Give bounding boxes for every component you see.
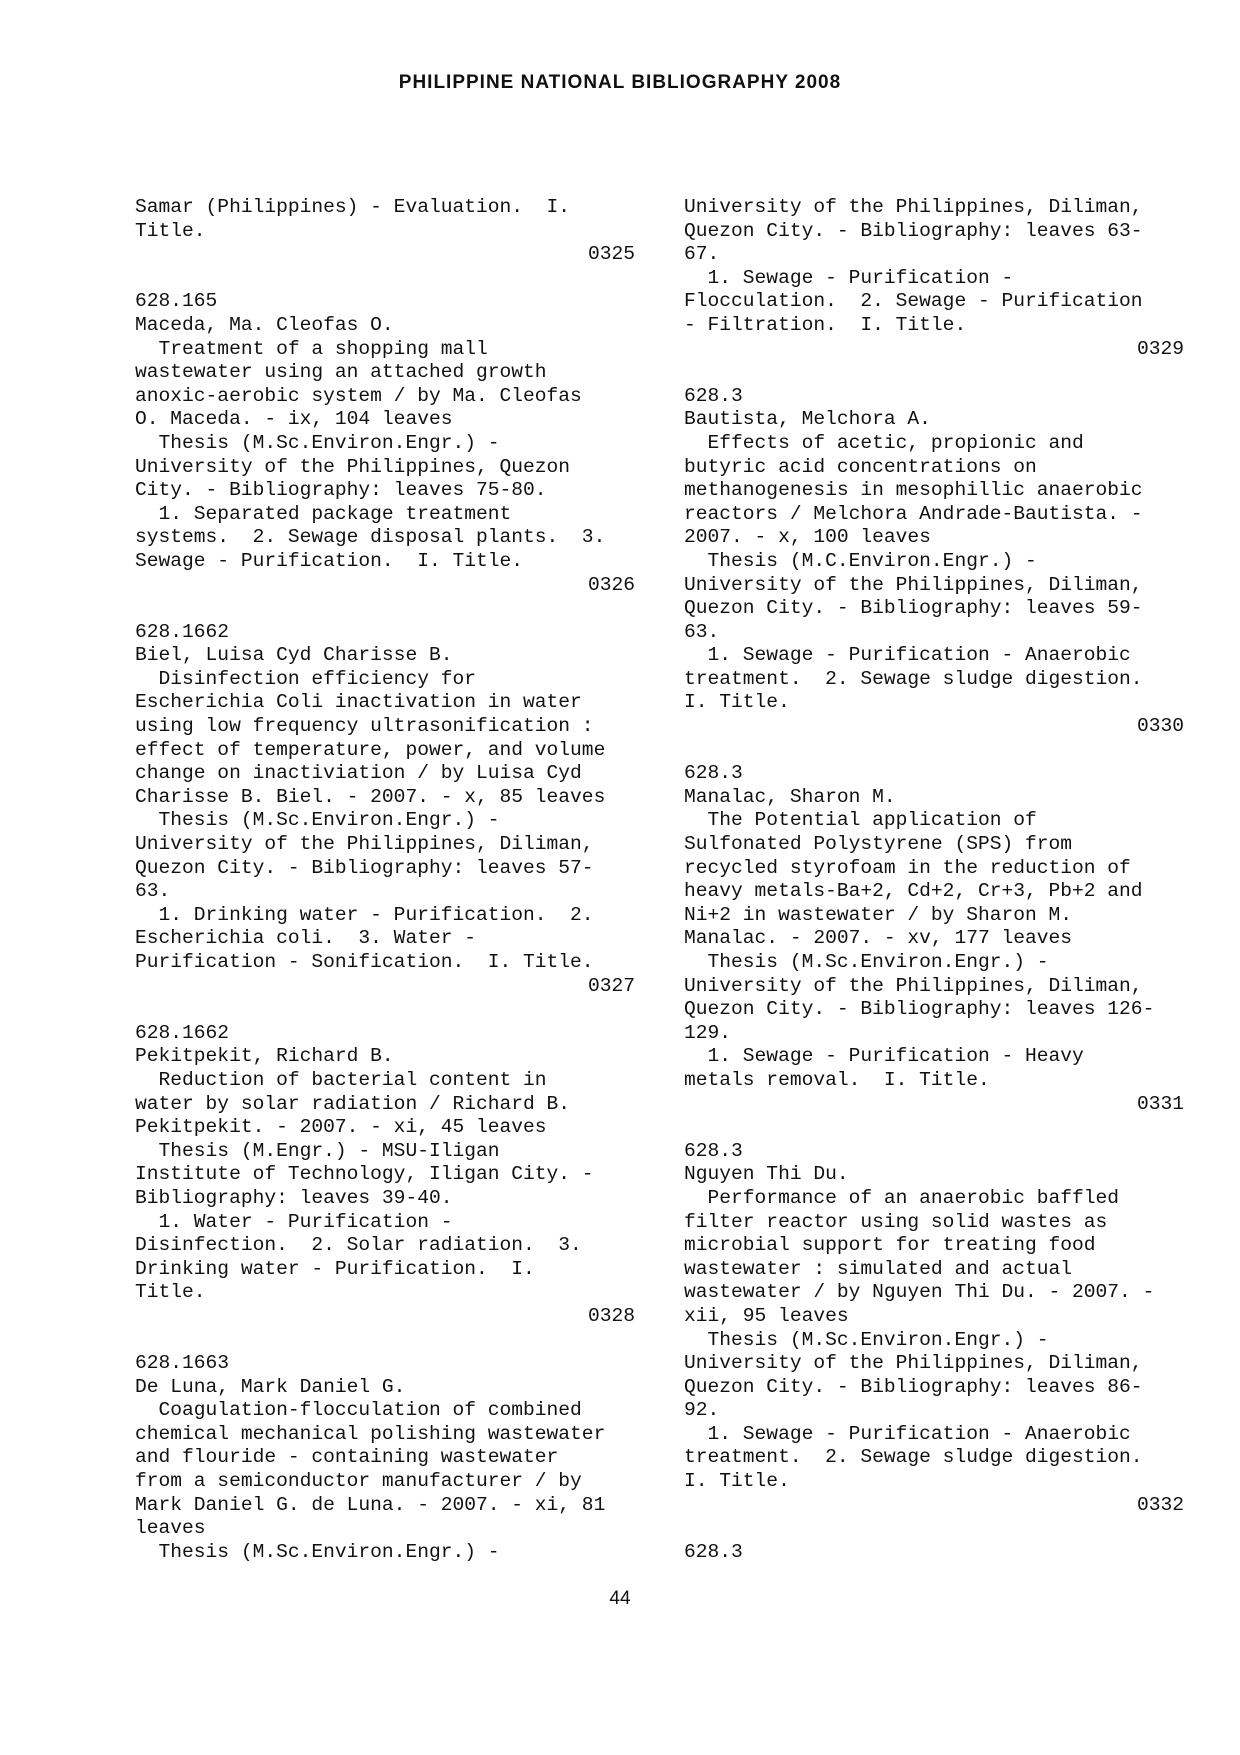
entry-text-line: Quezon City. - Bibliography: leaves 86- <box>684 1375 1143 1398</box>
page-number: 44 <box>609 1588 631 1609</box>
entry-control-number: 0325 <box>587 243 635 266</box>
entry-control-number: 0326 <box>587 573 635 596</box>
entry-text-line: Charisse B. Biel. - 2007. - x, 85 leaves <box>135 785 606 808</box>
entry-text-line: I. Title. <box>684 691 790 714</box>
entry-text-line: Quezon City. - Bibliography: leaves 126- <box>684 998 1155 1021</box>
entry-text-line: Thesis (M.Sc.Environ.Engr.) - <box>135 1540 500 1563</box>
entry-text-line: Disinfection. 2. Solar radiation. 3. <box>135 1234 582 1257</box>
entry-text-line: systems. 2. Sewage disposal plants. 3. <box>135 526 606 549</box>
entry-text-line: 129. <box>684 1021 732 1044</box>
entry-text-line <box>684 739 1184 763</box>
entry-text-line: Thesis (M.Sc.Environ.Engr.) - <box>684 951 1049 973</box>
entry-text-line: 1. Water - Purification - <box>135 1210 453 1233</box>
entry-text-line: water by solar radiation / Richard B. <box>135 1092 571 1115</box>
entry-text-line: Drinking water - Purification. I. <box>135 1257 535 1280</box>
entry-text-line: Bautista, Melchora A. <box>684 408 931 431</box>
entry-text-line: using low frequency ultrasonification : <box>135 715 594 738</box>
entry-text-line: Quezon City. - Bibliography: leaves 59- <box>684 597 1143 620</box>
entry-control-number: 0328 <box>587 1304 635 1327</box>
entry-text-line: xii, 95 leaves <box>684 1304 849 1327</box>
entry-text-line: change on inactiviation / by Luisa Cyd <box>135 762 582 785</box>
entry-text-line: 628.1662 <box>135 620 230 643</box>
entry-control-number: 0327 <box>587 974 635 997</box>
entry-text-line: University of the Philippines, Diliman, <box>684 974 1143 997</box>
entry-text-line: Flocculation. 2. Sewage - Purification <box>684 290 1143 313</box>
entry-text-line: University of the Philippines, Diliman, <box>684 196 1143 218</box>
entry-text-line: butyric acid concentrations on <box>684 455 1037 478</box>
entry-control-number: 0329 <box>1136 337 1184 360</box>
entry-text-line: 67. <box>684 243 720 266</box>
entry-text-line: De Luna, Mark Daniel G. <box>135 1375 406 1398</box>
entry-text-line: metals removal. I. Title. <box>684 1068 990 1091</box>
entry-text-line: anoxic-aerobic system / by Ma. Cleofas <box>135 384 582 407</box>
entry-text-line: Pekitpekit, Richard B. <box>135 1045 394 1068</box>
entry-text-line: Disinfection efficiency for <box>135 667 476 690</box>
entry-text-line: microbial support for treating food <box>684 1234 1096 1257</box>
entry-text-line: 1. Sewage - Purification - Anaerobic <box>684 1422 1131 1445</box>
entry-control-number: 0332 <box>1136 1493 1184 1516</box>
entry-text-line: Ni+2 in wastewater / by Sharon M. <box>684 903 1073 926</box>
entry-text-line: methanogenesis in mesophillic anaerobic <box>684 479 1143 502</box>
entry-text-line: Bibliography: leaves 39-40. <box>135 1186 453 1209</box>
entry-text-line: Treatment of a shopping mall <box>135 337 488 360</box>
entry-text-line: City. - Bibliography: leaves 75-80. <box>135 479 547 502</box>
entry-text-line <box>135 1329 635 1353</box>
entry-text-line: 628.1663 <box>135 1352 230 1375</box>
entry-text-line: University of the Philippines, Quezon <box>135 455 571 478</box>
entry-text-line: University of the Philippines, Diliman, <box>684 1352 1143 1375</box>
entry-text-line: and flouride - containing wastewater <box>135 1446 559 1469</box>
entry-text-line: 1. Separated package treatment <box>135 502 512 525</box>
entry-text-line: 628.3 <box>684 1540 743 1563</box>
entry-text-line: Samar (Philippines) - Evaluation. I. <box>135 196 571 218</box>
entry-text-line <box>684 1517 1184 1541</box>
entry-text-line: - Filtration. I. Title. <box>684 313 967 336</box>
entry-text-line: recycled styrofoam in the reduction of <box>684 856 1131 879</box>
entry-text-line: Manalac, Sharon M. <box>684 785 896 808</box>
entry-text-line: 1. Drinking water - Purification. 2. <box>135 903 594 926</box>
entry-text-line: leaves <box>135 1517 206 1540</box>
entry-text-line <box>684 1116 1184 1140</box>
entry-text-line: Nguyen Thi Du. <box>684 1163 849 1186</box>
entry-text-line: University of the Philippines, Diliman, <box>684 573 1143 596</box>
left-column <box>135 196 635 1564</box>
entry-text-line: Title. <box>135 219 206 242</box>
entry-text-line: from a semiconductor manufacturer / by <box>135 1470 582 1493</box>
entry-text-line: Escherichia Coli inactivation in water <box>135 691 582 714</box>
entry-text-line: Pekitpekit. - 2007. - xi, 45 leaves <box>135 1116 547 1139</box>
entry-text-line: treatment. 2. Sewage sludge digestion. <box>684 1446 1143 1469</box>
entry-text-line: Performance of an anaerobic baffled <box>684 1186 1120 1209</box>
entry-text-line: 63. <box>684 620 720 643</box>
entry-text-line: 92. <box>684 1399 720 1422</box>
entry-text-line: Reduction of bacterial content in <box>135 1068 547 1091</box>
entry-text-line: 1. Sewage - Purification - Anaerobic <box>684 644 1131 667</box>
entry-text-line: Thesis (M.Sc.Environ.Engr.) - <box>684 1328 1049 1351</box>
entry-text-line <box>135 597 635 621</box>
entry-text-line: wastewater : simulated and actual <box>684 1257 1073 1280</box>
entry-text-line: Thesis (M.C.Environ.Engr.) - <box>684 549 1037 572</box>
entry-text-line: Biel, Luisa Cyd Charisse B. <box>135 644 453 667</box>
right-column <box>684 196 1184 1564</box>
entry-text-line: 628.1662 <box>135 1021 230 1044</box>
entry-text-line: treatment. 2. Sewage sludge digestion. <box>684 667 1143 690</box>
entry-text-line: wastewater / by Nguyen Thi Du. - 2007. - <box>684 1281 1155 1304</box>
entry-text-line: reactors / Melchora Andrade-Bautista. - <box>684 502 1143 525</box>
entry-text-line: 2007. - x, 100 leaves <box>684 526 931 549</box>
entry-text-line: I. Title. <box>684 1470 790 1493</box>
entry-control-number: 0330 <box>1136 715 1184 738</box>
entry-text-line <box>135 267 635 291</box>
entry-text-line: The Potential application of <box>684 809 1037 832</box>
entry-text-line <box>135 998 635 1022</box>
entry-text-line: filter reactor using solid wastes as <box>684 1210 1108 1233</box>
entry-text-line: Title. <box>135 1281 206 1304</box>
entry-text-line: Sewage - Purification. I. Title. <box>135 549 524 572</box>
entry-text-line: effect of temperature, power, and volume <box>135 738 606 761</box>
entry-text-line: Quezon City. - Bibliography: leaves 57- <box>135 856 594 879</box>
page-header: PHILIPPINE NATIONAL BIBLIOGRAPHY 2008 <box>398 72 842 93</box>
entry-text-line: Effects of acetic, propionic and <box>684 431 1084 454</box>
entry-text-line: Thesis (M.Sc.Environ.Engr.) - <box>135 809 500 832</box>
entry-text-line: Manalac. - 2007. - xv, 177 leaves <box>684 927 1073 950</box>
entry-text-line: Thesis (M.Sc.Environ.Engr.) - <box>135 431 500 454</box>
entry-control-number: 0331 <box>1136 1092 1184 1115</box>
entry-text-line: 1. Sewage - Purification - Heavy <box>684 1045 1084 1068</box>
entry-text-line: Purification - Sonification. I. Title. <box>135 951 594 973</box>
entry-text-line: O. Maceda. - ix, 104 leaves <box>135 408 453 431</box>
entry-text-line: Sulfonated Polystyrene (SPS) from <box>684 833 1073 856</box>
entry-text-line: 628.3 <box>684 1139 743 1162</box>
entry-text-line: Institute of Technology, Iligan City. - <box>135 1163 594 1186</box>
entry-text-line: wastewater using an attached growth <box>135 361 547 384</box>
entry-text-line: University of the Philippines, Diliman, <box>135 833 594 856</box>
entry-text-line: Escherichia coli. 3. Water - <box>135 927 476 950</box>
entry-text-line: Thesis (M.Engr.) - MSU-Iligan <box>135 1139 500 1162</box>
entry-text-line: 1. Sewage - Purification - <box>684 266 1014 289</box>
entry-text-line: 628.165 <box>135 290 218 313</box>
entry-text-line: Coagulation-flocculation of combined <box>135 1399 582 1422</box>
entry-text-line: 63. <box>135 880 171 903</box>
entry-text-line <box>684 361 1184 385</box>
entry-text-line: 628.3 <box>684 762 743 785</box>
entry-text-line: chemical mechanical polishing wastewater <box>135 1422 606 1445</box>
entry-text-line: Maceda, Ma. Cleofas O. <box>135 313 394 336</box>
entry-text-line: 628.3 <box>684 384 743 407</box>
entry-text-line: Quezon City. - Bibliography: leaves 63- <box>684 219 1143 242</box>
entry-text-line: heavy metals-Ba+2, Cd+2, Cr+3, Pb+2 and <box>684 880 1143 903</box>
entry-text-line: Mark Daniel G. de Luna. - 2007. - xi, 81 <box>135 1493 606 1516</box>
